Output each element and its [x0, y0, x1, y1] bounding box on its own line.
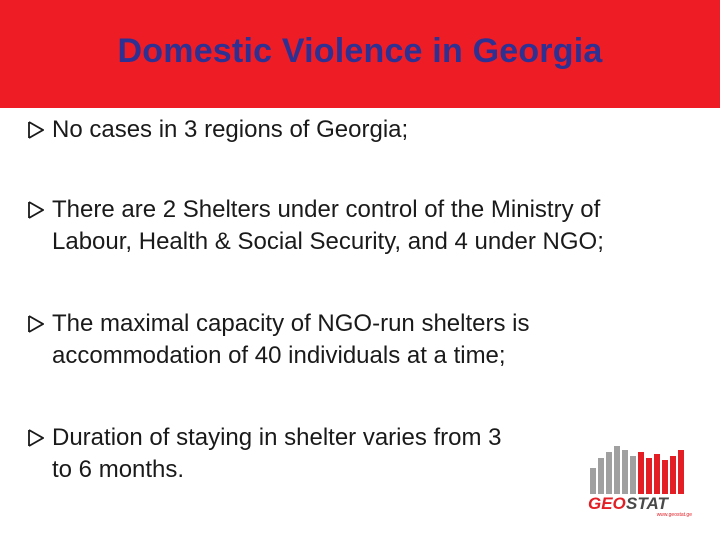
logo-text-stat: STAT — [626, 494, 668, 513]
bullet-text: There are 2 Shelters under control of the Ministry of Labour, Health & Social Security, and 4 under NGO; — [52, 196, 604, 255]
arrow-bullet-icon — [28, 308, 52, 340]
logo-text-geo: GEO — [588, 494, 626, 513]
slide-title: Domestic Violence in Georgia — [117, 31, 603, 70]
title-bar — [0, 0, 720, 108]
bullet-item — [28, 114, 408, 146]
geostat-logo — [584, 438, 696, 518]
bullet-text: The maximal capacity of NGO-run shelters is accommodation of 40 individuals at a time; — [52, 310, 530, 369]
bullet-item — [28, 308, 529, 372]
bullet-item — [28, 194, 604, 258]
logo-url: www.geostat.ge — [656, 512, 692, 518]
arrow-bullet-icon — [28, 422, 52, 454]
bullet-item — [28, 422, 502, 486]
bullet-text: No cases in 3 regions of Georgia; — [52, 116, 409, 143]
arrow-bullet-icon — [28, 194, 52, 226]
bullet-text: Duration of staying in shelter varies from 3 to 6 months. — [52, 424, 502, 483]
arrow-bullet-icon — [28, 114, 52, 146]
